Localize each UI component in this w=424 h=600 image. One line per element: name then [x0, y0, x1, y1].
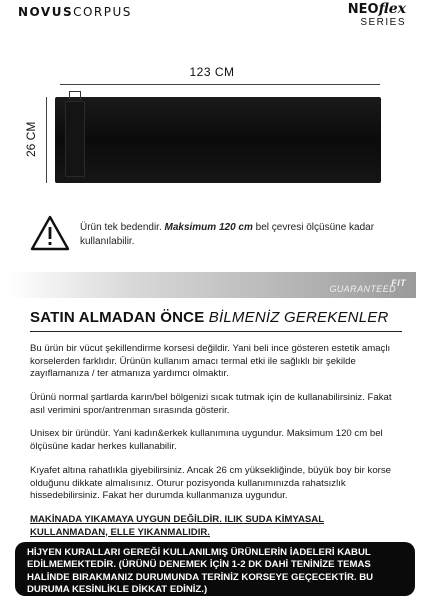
warning-triangle-icon [30, 215, 70, 251]
paragraph-purpose: Bu ürün bir vücut şekillendirme korsesi değildir. Yani beli ince gösteren estetik amaçlı korselerden farklıdır. Ürünün kullanım amacı termal etki ile sağlıklı bir şekilde zayıflamanıza / ter atmanıza yardımcı olmaktır. [30, 343, 391, 380]
hygiene-notice-text: HİJYEN KURALLARI GEREĞİ KULLANILMIŞ ÜRÜNLERİN İADELERİ KABUL EDİLMEMEKTEDİR. (ÜRÜNÜ DENEMEK İÇİN 1-2 DK DAHİ TENİNİZE TEMAS HALİNDE BIRAKMANIZ DURUMUNDA TERİNİZ KORSEYE GEÇECEKTİR. BU DURUMA KESİNLİKLE DİKKAT EDİNİZ.) [27, 547, 374, 596]
brand-logo [18, 5, 132, 19]
paragraph-unisex: Unisex bir üründür. Yani kadın&erkek kullanımına uygundur. Maksimum 120 cm bel ölçüsüne kadar herkes kullanabilir. [30, 428, 383, 452]
product-image [55, 97, 381, 183]
height-dimension-label: 26 CM [24, 121, 38, 157]
guaranteed-fit-banner [8, 272, 416, 298]
series-flex: flex [378, 1, 406, 17]
series-neo: NEO [347, 2, 379, 17]
paragraph-usage: Ürünü normal şartlarda karın/bel bölgenizi sıcak tutmak için de kullanabilirsiniz. Fakat asıl verimini spor/antrenman sırasında gösterir. [30, 392, 392, 416]
velcro-flap [65, 101, 85, 177]
series-logo [348, 1, 406, 28]
warning-text: Ürün tek bedendir. Maksimum 120 cm bel çevresi ölçüsüne kadar kullanılabilir. [80, 222, 375, 247]
brand-primary: NOVUS [18, 5, 74, 19]
section-title: SATIN ALMADAN ÖNCE BİLMENİZ GEREKENLER [30, 309, 389, 326]
section-divider [30, 331, 402, 332]
pull-tab [69, 91, 81, 100]
size-warning [30, 209, 410, 259]
paragraph-washing: MAKİNADA YIKAMAYA UYGUN DEĞİLDİR. ILIK SUDA KİMYASAL KULLANMADAN, ELLE YIKANMALIDIR. [30, 514, 325, 538]
hygiene-notice [15, 542, 415, 596]
series-label: SERIES [360, 17, 406, 28]
brand-secondary: CORPUS [73, 5, 132, 19]
guaranteed-fit-label: GUARANTEED FIT [329, 278, 406, 294]
paragraph-clothing: Kıyafet altına rahatlıkla giyebilirsiniz. Ancak 26 cm yüksekliğinde, büyük boy bir korse olduğunu dikkate almalısınız. Oturur pozisyonda kullanımınızda rahatsızlık hissedebilirsiniz. Fakat her durumda kullanmanıza uygundur. [30, 465, 392, 502]
width-dimension-label: 123 CM [189, 65, 235, 79]
height-dimension-line [46, 97, 47, 183]
width-dimension-line [60, 84, 380, 85]
